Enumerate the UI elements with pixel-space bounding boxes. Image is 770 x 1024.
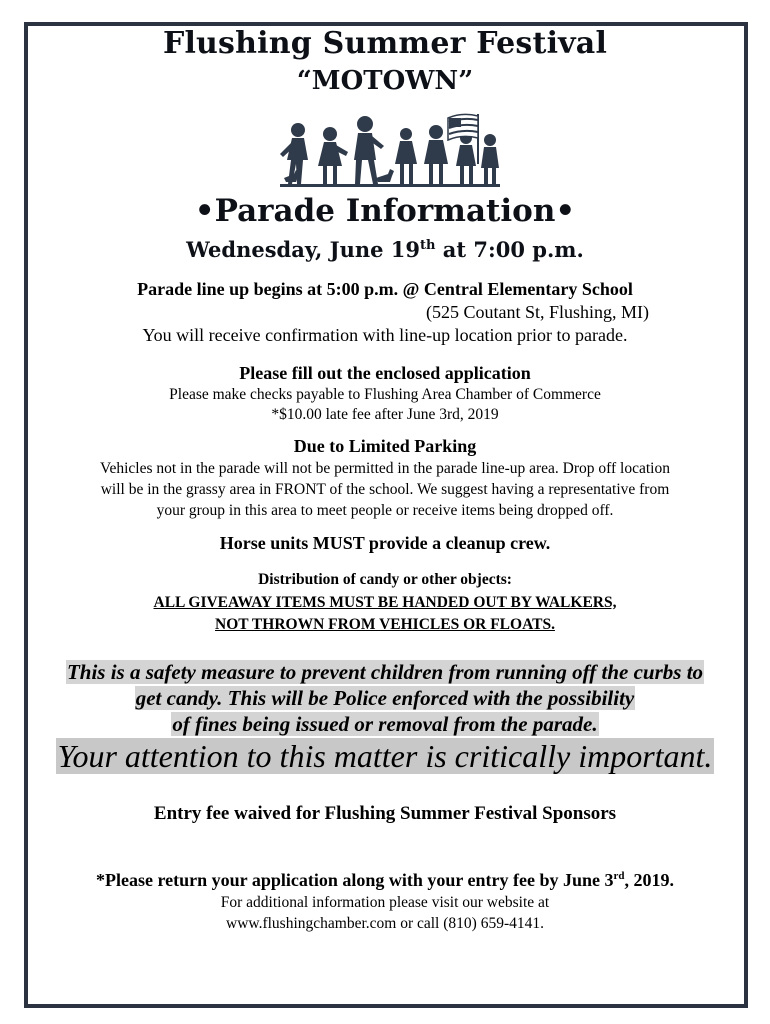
parade-children-flag-icon xyxy=(270,112,505,192)
contact-info: www.flushingchamber.com or call (810) 659-4141. xyxy=(226,915,544,932)
giveaway-rule-line-1: ALL GIVEAWAY ITEMS MUST BE HANDED OUT BY WALKERS, xyxy=(153,594,617,611)
lineup-time: Parade line up begins at 5:00 p.m. @ Central Elementary School xyxy=(137,279,633,299)
safety-line-2: get candy. This will be Police enforced with the possibility xyxy=(135,686,635,710)
attention-statement: Your attention to this matter is critically important. xyxy=(57,738,713,774)
late-fee-note: *$10.00 late fee after June 3rd, 2019 xyxy=(271,406,499,423)
safety-line-1: This is a safety measure to prevent children from running off the curbs to xyxy=(66,660,704,684)
sponsors-fee-waiver: Entry fee waived for Flushing Summer Festival Sponsors xyxy=(153,803,617,824)
giveaway-rule-line-2: NOT THROWN FROM VEHICLES OR FLOATS. xyxy=(215,616,555,633)
festival-title: Flushing Summer Festival xyxy=(162,26,608,61)
horse-units-note: Horse units MUST provide a cleanup crew. xyxy=(219,533,551,553)
confirmation-note: You will receive confirmation with line-up location prior to parade. xyxy=(142,325,628,345)
parking-line-3: your group in this area to meet people or receive items being dropped off. xyxy=(156,502,614,519)
application-heading: Please fill out the enclosed application xyxy=(239,363,531,383)
parade-information-heading: •Parade Information• xyxy=(194,193,576,229)
info-line-1: For additional information please visit our website at xyxy=(220,894,550,911)
parking-heading: Due to Limited Parking xyxy=(293,436,477,456)
school-address: (525 Coutant St, Flushing, MI) xyxy=(426,302,650,322)
parade-date: Wednesday, June 19th at 7:00 p.m. xyxy=(186,237,584,262)
parking-line-1: Vehicles not in the parade will not be permitted in the parade line-up area. Drop off location xyxy=(99,460,670,477)
return-deadline: *Please return your application along with your entry fee by June 3rd, 2019. xyxy=(96,870,674,890)
safety-line-3: of fines being issued or removal from the parade. xyxy=(172,712,598,736)
distribution-heading: Distribution of candy or other objects: xyxy=(258,571,512,588)
parking-line-2: will be in the grassy area in FRONT of the school. We suggest having a representative from xyxy=(100,481,670,498)
festival-theme: “MOTOWN” xyxy=(296,66,474,96)
checks-payable-note: Please make checks payable to Flushing Area Chamber of Commerce xyxy=(169,386,601,403)
